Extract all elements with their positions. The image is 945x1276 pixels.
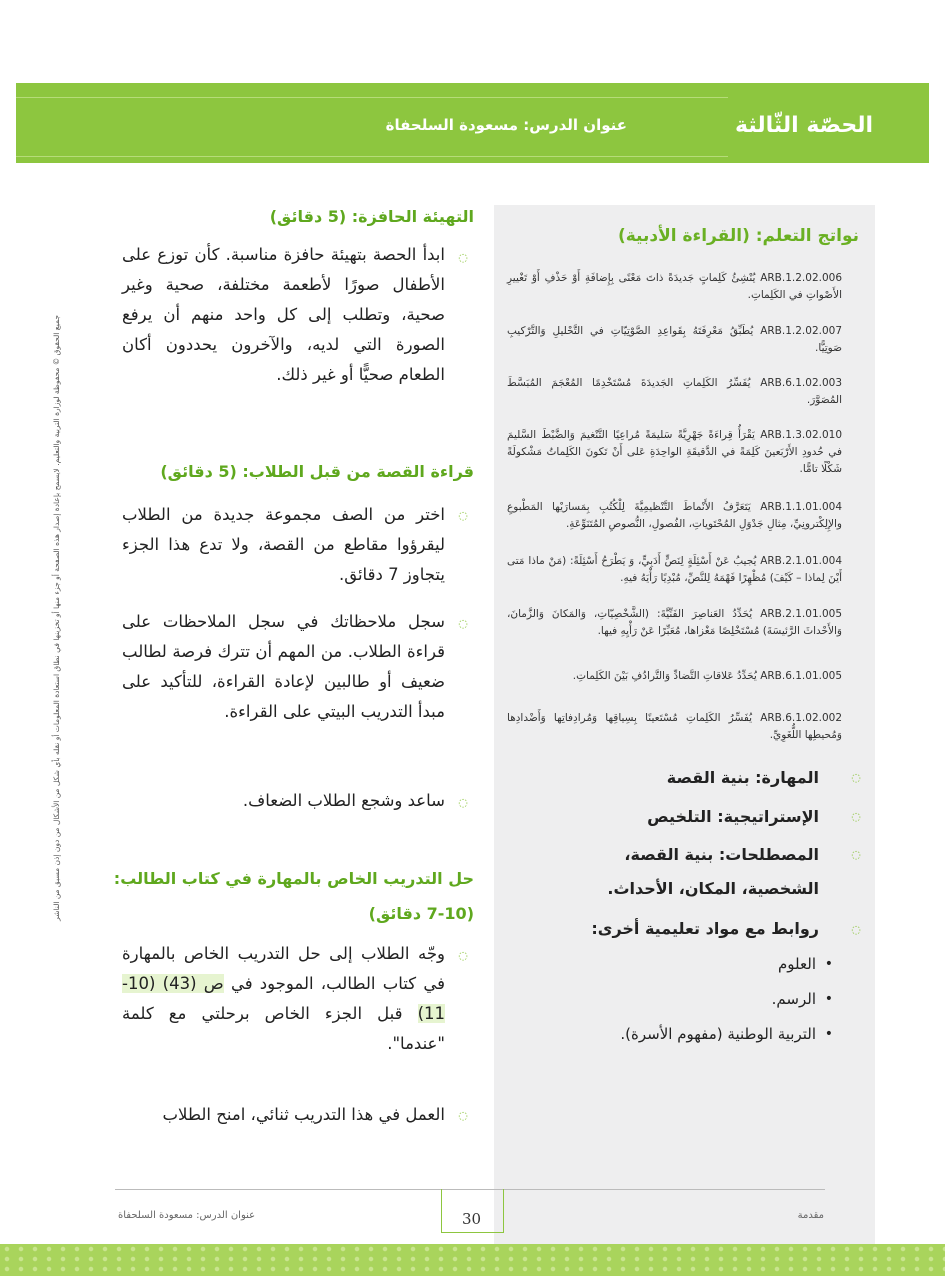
- copyright-note: جميع الحقوق © محفوظة لوزارة التربية والتعليم. لايسمح بإعادة إصدار هذه الصفحة أو جزء منها أو تخزينها في نطاق استعادة المعلومات أو نقله بأي شكل من الأشكال من دون إذن مسبق من الناشر: [52, 315, 61, 921]
- terms-label: المصطلحات: بنية القصة،: [624, 845, 819, 864]
- footer-decoration: [0, 1244, 945, 1276]
- footer-section: مقدمة: [797, 1210, 824, 1221]
- bullet-icon: ◌: [458, 949, 468, 962]
- link-item: العلوم: [778, 955, 816, 973]
- outcome-code: ARB.1.2.02.006: [760, 272, 842, 284]
- outcome-item: [507, 323, 842, 357]
- warmup-text: ابدأ الحصة بتهيئة حافزة مناسبة. كأن توزع على الأطفال صورًا لأطعمة مختلفة، صحية وغير صحية، وتطلب إلى كل واحد منهم أن يرفع الصورة التي لديه، والآخرون يحددون أكان الطعام صحيًّا أو غير ذلك.: [122, 245, 445, 384]
- page-reference: ص (43) (10-11): [122, 974, 445, 1023]
- outcome-code: ARB.6.1.02.003: [760, 377, 842, 389]
- outcome-text: يُحَدِّدُ العَناصِرَ الفَنِّيَّةَ: (الشَّخْصِيّاتِ، وَالمَكانَ وَالزَّمانَ، وَالأَحْداثَ الرَّئيسَةَ) مُسْتَخْلِصًا مَغْزاها، مُعَبِّرًا عَنْ رَأْيِهِ فيها.: [507, 608, 842, 637]
- outcome-code: ARB.2.1.01.005: [760, 608, 842, 620]
- reading-bullet: ساعد وشجع الطلاب الضعاف.: [242, 791, 445, 810]
- training-bullet: العمل في هذا التدريب ثنائي، امنح الطلاب: [162, 1105, 445, 1124]
- link-item: التربية الوطنية (مفهوم الأسرة).: [620, 1025, 816, 1043]
- page-number: 30: [461, 1210, 482, 1228]
- session-title: الحصّة الثّالثة: [735, 113, 873, 138]
- training-title: حل التدريب الخاص بالمهارة في كتاب الطالب:: [113, 869, 474, 888]
- lesson-title: عنوان الدرس: مسعودة السلحفاة: [385, 116, 627, 134]
- outcome-text: يُفَسِّرُ الكَلِماتِ الجَديدَةَ مُسْتَخْدِمًا المُعْجَمَ المُبَسَّطَ المُصَوَّرَ.: [507, 377, 842, 406]
- outcome-text: يَقْرَأُ قِراءَةً جَهْرِيَّةً سَليمَةً مُراعِيًا التَّنْغيمَ وَالضَّبْطَ السَّليمَ في حُدودِ الأَرْبَعينَ كَلِمَةً في الدَّقيقَةِ الواحِدَةِ عَلى أَنْ تَكونَ الكَلِماتُ مَشْكولَةً شَكْلًا تامًّا.: [507, 429, 842, 475]
- training-bullet: [122, 939, 445, 1059]
- link-item: الرسم.: [771, 990, 816, 1008]
- outcome-item: [507, 499, 842, 533]
- outcome-text: يُطَبِّقُ مَعْرِفَتَهُ بِقَواعِدِ الصَّوْتِيّاتِ في التَّحْليلِ وَالتَّرْكيبِ صَوتِيًّا.: [507, 325, 842, 354]
- reading-bullet: اختر من الصف مجموعة جديدة من الطلاب ليقرؤوا مقاطع من القصة، ولا تدع هذا الجزء يتجاوز 7 دقائق.: [122, 505, 445, 584]
- outcome-code: ARB.1.3.02.010: [760, 429, 842, 441]
- outcome-code: ARB.6.1.02.002: [760, 712, 842, 724]
- outcome-code: ARB.1.1.01.004: [760, 501, 842, 513]
- outcome-item: [507, 427, 842, 478]
- bullet-icon: ◌: [851, 810, 861, 823]
- dot-icon: •: [824, 1026, 833, 1042]
- links-title: روابط مع مواد تعليمية أخرى:: [591, 919, 819, 938]
- reading-title: قراءة القصة من قبل الطلاب: (5 دقائق): [160, 462, 474, 481]
- outcome-item: [507, 668, 842, 685]
- bullet-icon: ◌: [458, 1109, 468, 1122]
- bullet-icon: ◌: [458, 251, 468, 264]
- strategy-label: الإستراتيجية: التلخيص: [647, 807, 819, 826]
- reading-bullet: سجل ملاحظاتك في سجل الملاحظات على قراءة الطلاب. من المهم أن تترك فرصة لطالب ضعيف أو طالبين لإعادة القراءة، للتأكيد على مبدأ التدريب البيتي على القراءة.: [122, 612, 445, 721]
- warmup-title: التهيئة الحافزة: (5 دقائق): [269, 207, 474, 226]
- outcome-item: [507, 375, 842, 409]
- outcome-item: [507, 270, 842, 304]
- bullet-icon: ◌: [458, 617, 468, 630]
- training-text: قبل الجزء الخاص برحلتي مع كلمة "عندما".: [122, 1004, 445, 1053]
- bullet-icon: ◌: [458, 509, 468, 522]
- outcome-code: ARB.2.1.01.004: [760, 555, 842, 567]
- outcome-item: [507, 553, 842, 587]
- outcome-text: يُنْشِئُ كَلِماتٍ جَديدَةً ذاتَ مَعْنًى بِإِضافَةِ أَوْ حَذْفِ أَوْ تَغْييرِ الأَصْواتِ في الكَلِماتِ.: [507, 272, 842, 301]
- outcome-code: ARB.6.1.01.005: [760, 670, 842, 682]
- bullet-icon: ◌: [458, 796, 468, 809]
- footer-lesson: عنوان الدرس: مسعودة السلحفاة: [118, 1210, 256, 1221]
- outcome-code: ARB.1.2.02.007: [760, 325, 842, 337]
- terms-continued: الشخصية، المكان، الأحداث.: [607, 879, 819, 898]
- outcomes-title: نواتج التعلم: (القراءة الأدبية): [617, 226, 859, 246]
- outcome-text: يُحَدِّدُ عَلاقاتِ التَّضادِّ وَالتَّرادُفِ بَيْنَ الكَلِماتِ.: [572, 670, 757, 682]
- bullet-icon: ◌: [851, 848, 861, 861]
- skill-label: المهارة: بنية القصة: [666, 768, 819, 787]
- bullet-icon: ◌: [851, 771, 861, 784]
- training-text: وجّه الطلاب إلى حل التدريب الخاص بالمهارة في كتاب الطالب، الموجود في: [122, 944, 445, 993]
- bullet-icon: ◌: [851, 923, 861, 936]
- outcome-text: يُفَسِّرُ الكَلِماتِ مُسْتَعينًا بِسِياقِها وَمُرادِفاتِها وَأَضْدادِها وَمُحيطِها اللُّغَوِيِّ.: [507, 712, 842, 741]
- outcome-text: يُجيبُ عَنْ أَسْئِلَةٍ لِنَصٍّ أَدَبِيٍّ، وَ يَطْرَحُ أَسْئِلَةً: (مَنْ ماذا مَتى أَيْنَ لِماذا – كَيْفَ) مُظْهِرًا فَهْمَهُ لِلنَّصِّ، مُبْدِيًا رَأْيَهُ فيهِ.: [507, 555, 842, 584]
- outcome-item: [507, 710, 842, 744]
- outcome-item: [507, 606, 842, 640]
- training-duration: (7-10 دقائق): [368, 904, 474, 923]
- dot-icon: •: [824, 956, 833, 972]
- outcome-text: يَتَعَرَّفُ الأَنْماطَ التَّنْظيمِيَّةَ لِلْكُتُبِ بِمَسارَيْها المَطْبوعِ والإِلِكْترونِيِّ، مِثالِ جَدْوَلِ المُحْتَوياتِ، الفُصولِ، النُّصوصِ المُتَنَوِّعَةِ.: [507, 501, 842, 530]
- dot-icon: •: [824, 991, 833, 1007]
